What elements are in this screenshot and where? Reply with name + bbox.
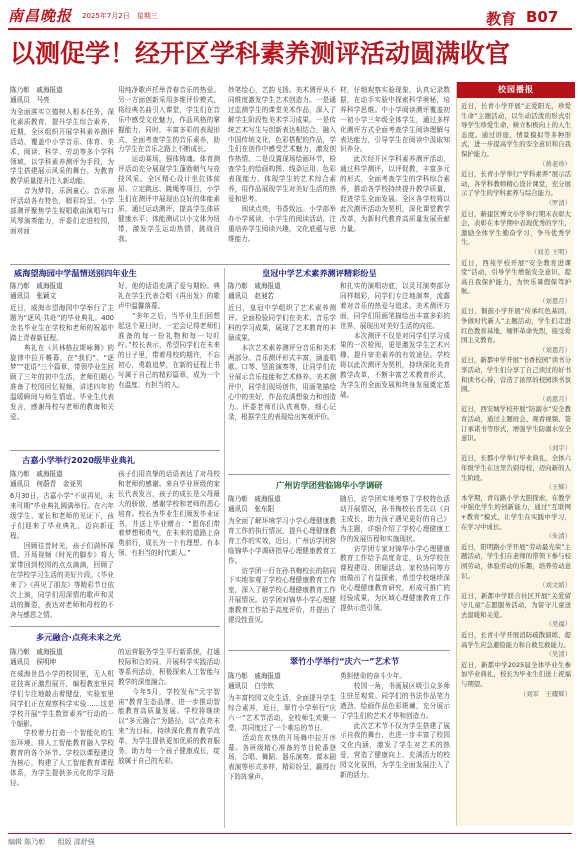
- sidebar-news-text: 近日，新都中学2025届全体毕业生参加毕业典礼，校长为毕业生们送上祝福与期望。: [461, 660, 571, 689]
- sidebar-news-source: （吴福）: [545, 620, 571, 629]
- newspaper-logo: 南昌晚报: [8, 7, 73, 25]
- sidebar-news-source: （刘军 王耀辉）: [519, 689, 571, 698]
- campus-news-sidebar: [456, 82, 574, 826]
- duoyuan-col-1: [10, 648, 114, 828]
- duoyuan-byline: [10, 648, 114, 667]
- page-masthead: [0, 0, 580, 28]
- byline-line: 陈乃彰 戚海报道: [10, 648, 63, 656]
- byline-line: 陈乃彰 戚海报道: [10, 282, 63, 290]
- sidebar-news-text: 近日，长青小学举行“学科素养”展示活动，各学科教师精心设计课堂，充分展示了学生的学科素养与综合能力。: [461, 170, 571, 198]
- gujia-col-2: [118, 470, 220, 622]
- sidebar-news-item: [461, 494, 571, 542]
- main-article-col-1: [10, 86, 114, 261]
- article-text: 在威海世昌小学的校园里，无人机竞技赛正激烈展开，编程教室里同学们专注地敲击着键盘，实验室里同学们正在观察科学实验……这是学校开展“学生数智素养”行动的一个缩影。 学校着力打造一个智能化的生态环境，将人工智能教育融入学校教育的各个环节。学校以课程建设为核心，构建了人工智能教育课程体系，为学生提供多元化的学习路径。: [10, 670, 114, 787]
- weihai-byline: [10, 282, 114, 301]
- sidebar-news-text: 近日，新都中学联合社区开展“关爱留守儿童”志愿服务活动，为留守儿童送去温暖和关爱。: [461, 591, 571, 619]
- byline-line: 通讯员 侯明坤: [10, 657, 57, 666]
- article-title-gujia: 古嘉小学举行2020级毕业典礼: [22, 455, 135, 465]
- main-article-col-3: [228, 86, 336, 261]
- editor-credit: 编辑 陈乃彰: [8, 838, 46, 846]
- sidebar-news-source: （朱清）: [545, 532, 571, 541]
- sidebar-news-source: （刘美 王明）: [530, 247, 571, 256]
- byline-line: 陈乃彰 戚海报道: [228, 282, 281, 290]
- main-article-col-2: [118, 86, 220, 261]
- sidebar-news-item: [461, 259, 571, 307]
- gujia-byline: [10, 470, 114, 489]
- footer-rule: [8, 833, 572, 834]
- art-festival-col-1: [228, 672, 336, 828]
- sidebar-news-text: 近日，新建区博文小学举行期末表彰大会，表彰在本学期中表现优秀的学生，激励全体学生勤奋学习，争当优秀学生。: [461, 209, 571, 247]
- art-festival-col-2: [340, 672, 450, 828]
- article-title-weihai: 威海望海园中学温情送别四年业生: [14, 268, 137, 278]
- article-text: 妙笔绘心，艺韵飞扬。美术测评从不同维度激发学生艺术创造力。一是通过监测学生的课堂美术作品，深入了解学生阶段性美术学习成果。一是传统艺术写生与创新表达相结合，融入中国传统文化，色彩搭配的作品，学生们在创作中感受艺术魅力，激发创作热情。二是设置现场绘画环节，检查学生的绘画构图、线条运用、色彩表现能力，体现学生的艺术综合素养，用作品展现学生对美好生活的热爱和思考。 阅读点亮，书香致远。小学部举办小学阅读，小学生的阅读活动，注重培养学生阅读兴趣，文化底蕴与思维能力。: [228, 86, 336, 243]
- article-text: 随后，访学团实地考察了学校特色活动开展情况，孙书梅校长首先以《自主成长，助力孩子遇见更好的自己》为主题，详细介绍了学校心理健康工作的发展历程和实施现状。 访学团专家对锦华小学心理健康教育工作给予高度肯定，认为学校在课程建设、团辅活动、家校协同等方面做出了有益探索，希望学校继续深化心理健康教育研究，形成可推广的经验成果，为区域心理健康教育工作提供示范引领。: [340, 495, 450, 612]
- guangzhou-col-1: [228, 495, 336, 645]
- sidebar-news-source: （吴清）: [545, 650, 571, 659]
- byline-line: 通讯员 白宗钦: [228, 681, 275, 690]
- article-text: 为全面落实立德树人根本任务，深化素质教育，提升学生综合素养，近期，全区组织开展学科素养测评活动，覆盖中小学音乐、体育、美术、阅读、科学、劳动等多个学科领域，以学科素养测评为手段，为学生搭建展示风采的舞台。为教育教学质量提升注入新动能。 音为梦符，乐润童心。音乐测评活动各有特色，精彩纷呈。小学部测评聚焦学生视唱歌曲演唱与口风琴演奏能力，评委们走进校园，面对面: [10, 108, 114, 235]
- sidebar-news-item: [461, 543, 571, 591]
- sidebar-items: [461, 102, 571, 822]
- byline-line: 陈乃彰 戚海报道: [228, 495, 281, 503]
- article-text: 近日，皇冠中学组织了艺术素养测评。全面检验同学们在美术、音乐学科的学习成果，展现了艺术教育的丰硕成果。 本次艺术素养测评分音乐和美术两部分。音乐测评形式丰富，涵盖唱歌、口琴、竖笛演奏等，让同学们充分展示音乐技能和艺术修养。美术测评中，同学们现场创作，用画笔描绘心中的美好，作品充满想象力和创造力。评委老师们认真观察，细心记录，根据学生的表现给出客观评价。: [228, 304, 336, 421]
- sidebar-news-source: （刘恩月）: [539, 296, 571, 305]
- page-footer: [8, 837, 105, 847]
- sidebar-news-item: [461, 661, 571, 699]
- art-festival-byline: [228, 672, 336, 691]
- article-text: 用纯净歌声托举青春音乐的热爱。另一方面创新采用多维评价模式，将经典名曲引入课堂，学生们在音乐中感受文化魅力，作品风格的掌握能力，同时，丰富多彩的表现形式，全面考查学生的音乐素养，助力学生在音乐之路上不断成长。 运动赛场，强体铸魂。体育测评活动充分展现学生蓬勃朝气与竞技风采。全区精心设计坐位体前屈、立定跳远、跳绳等项目，小学生们在测评中展现出良好的体能素质，通过运动测评，提高学生体质健康水平；体能测试以小文体为纽带，激发学生运动热情，挑战自我。: [118, 86, 220, 243]
- article-text: 好，他的话语充满了爱与期盼。典礼在学生代表合唱《再出发》的歌声中温馨落幕。 “多年之后，当毕业生们回想起这个夏日时，一定会记得老师们准备的每一份礼物和每一句叮咛。”校长表示，希望同学们在未来的日子里，带着母校的期许，不忘初心，勇敢追梦，在新的征程上书写属于自己的精彩篇章，成为一个有温度、有担当的人。: [118, 282, 220, 390]
- guangzhou-col-2: [340, 495, 450, 645]
- sidebar-news-item: [461, 170, 571, 208]
- column-divider: [224, 268, 225, 828]
- article-text: 的运营服务学生平行新系统，打通校际和合的同，开展科学实践活动等系列活动，积极探索人工智能与教学的深度融合。 今年5月，学校发布“元宇智宙”教育生态品牌，进一步推动智能教育高质量发展。学校将继续以“多元融合”为路径，以“点亮未来”为目标，持续深化教育教学改革，为学生提供更加优质的教育服务，助力每一个孩子健康成长，绽放属于自己的光彩。: [118, 648, 220, 765]
- suzhi-col-1: [228, 282, 336, 470]
- byline-line: 陈乃彰 戚海报道: [228, 672, 281, 680]
- sidebar-news-source: （刘宇）: [545, 443, 571, 452]
- suzhi-col-2: [340, 282, 450, 470]
- byline-line: 通讯员 张颖文: [10, 291, 57, 300]
- article-text: 为全面了解环境学习小学心理健康教育工作的执行情况，提升心理健康教育工作的实效，近日，广州访学团营临锦华小学调研指导心理健康教育工作。 访学团一行在孙书梅校长的陪同下实地参观了学校心理健康教育工作室，深入了解学校心理健康教育工作开展情况。访学团对锦华小学心理健康教育工作给予高度评价，并提出了建设性意见。: [228, 517, 336, 625]
- sidebar-news-text: 近日，新都中学开展“书香校园”读书分享活动，学生们分享了自己读过的好书和读书心得，营造了浓厚的校园读书氛围。: [461, 356, 571, 394]
- sidebar-news-source: （刘恩月）: [539, 394, 571, 403]
- sidebar-news-item: [461, 102, 571, 169]
- designer-credit: 组版 邵舒强: [57, 838, 95, 846]
- sidebar-news-text: 近日，长郡小学举行毕业典礼，全体六年级学生在这里告别母校，迈向新的人生阶段。: [461, 454, 571, 482]
- byline-line: 陈乃彰 戚海报道: [10, 86, 63, 94]
- weihai-col-1: [10, 282, 114, 446]
- sidebar-news-text: 近日，铜鼓小学开展“传承红色基因，争做时代新人”主题活动，学生们走进红色教育基地，缅怀革命先烈，接受爱国主义教育。: [461, 307, 571, 345]
- sidebar-title: 校园播报: [457, 82, 575, 98]
- main-article-col-4: [340, 86, 450, 261]
- article-text: 孩子们用真挚的话语表达了对母校和老师的感谢。来自毕业班级的家长代表发言，孩子的成长是父母最大的骄傲，感谢学校和老师的悉心培育。校长为毕业生们颁发毕业证书，并送上毕业赠言：“愿你们带着梦想和勇气，在未来的道路上奋勇前行，成长为一个有理想、有本领、有担当的时代新人。”: [118, 470, 220, 558]
- sidebar-news-source: （王辉）: [545, 483, 571, 492]
- byline-line: 通讯员 赵昶若: [228, 291, 275, 300]
- main-article-byline: [10, 86, 114, 105]
- sidebar-news-item: [461, 356, 571, 404]
- byline-line: 通讯员 何蔚青 金亚男: [10, 479, 83, 488]
- sidebar-news-source: （刘恩月）: [539, 345, 571, 354]
- byline-line: 通讯员 马亮: [10, 95, 50, 104]
- byline-line: 通讯员 张东阳: [228, 504, 275, 513]
- section-name: 教育: [486, 10, 517, 28]
- divider: [10, 626, 220, 627]
- byline-line: 陈乃彰 戚海报道: [10, 470, 63, 478]
- issue-date: 2025年7月2日 星期三: [82, 12, 158, 20]
- divider: [10, 450, 220, 451]
- article-title-suzhi: 皇冠中学艺术素养测评精彩纷呈: [262, 268, 377, 278]
- sidebar-news-item: [461, 405, 571, 453]
- sidebar-news-source: （蒋老珍）: [539, 159, 571, 168]
- article-text: 和扎实的演唱功底，以灵耳演奏部分同样精彩，同学们专注地演奏，流露着对音乐的热爱与追求。美术测评方面，同学们用画笔描绘出丰富多彩的世界，展现出对美好生活的向往。 本次测评不仅是对同学们学习成果的一次检阅，更是激发学生艺术兴趣、提升审美素养的有效途径。学校将以此次测评为契机，持续深化美育教学改革，不断丰富艺术教育形式，为学生的全面发展和终身发展奠定基础。: [340, 282, 450, 399]
- sidebar-news-text: 近日，长青小学开展“正爱阳光，珍爱生命”主题活动，以生动活泼的形式引导学生珍爱生命，树立积极向上的人生态度。通过讲座、情景模拟等多种形式，进一步提高学生的安全意识和自我保护能力。: [461, 102, 571, 158]
- sidebar-news-item: [461, 307, 571, 355]
- article-text: 材，仔细观察实验现象，认真记录数据，在动手实验中探索科学奥秘，培养科学思维。中小学阅读测评覆盖初一初小学三年级全体学生，通过多样化测评方式全面考查学生阅读理解与表达能力，引导学生在阅读中汲取知识养分。 此次经开区学科素养测评活动，通过科学测评，以评促教，丰富多元的形式，全面考查学生的学科综合素养，推动各学校持续提升教学质量，促进学生全面发展。全区各学校将以此次测评活动为契机，深化课堂教学改革，为新时代教育高质量发展贡献力量。: [340, 86, 450, 233]
- sidebar-news-text: 近日，长青小学开展消防疏散演练，提高学生应急避险能力和自救互救能力。: [461, 631, 571, 649]
- guangzhou-byline: [228, 495, 336, 514]
- sidebar-news-text: 近日，西安城学校开展“防溺水”安全教育活动，通过主题班会、观看视频、签订承诺书等形式，增强学生防溺水安全意识。: [461, 405, 571, 443]
- divider: [228, 474, 450, 475]
- article-text: 近日，威海市望海园中学举行了主题为“逐风·共赴”的毕业典礼。400余名毕业生在学校和老师的祝福中踏上青春新征程。 典礼在《贝林格拉斯咏舞》的旋律中拉开帷幕，在“我们”、“逐梦”“花语”三个篇章，带领毕业生回顾了三年的初中生活，老师们精心准备了校园回忆视频，讲述四年的温暖瞬间与师生情谊。毕业生代表发言，感谢母校与老师的教诲和关爱。: [10, 304, 114, 421]
- masthead-rule: [8, 28, 572, 30]
- article-text: 为丰富校园文化生活，全面提升学生综合素养，近日，翠竹小学举行“庆六一”艺术节活动，全校师生欢聚一堂，共同度过了一个难忘的节日。 活动在欢快的开场舞中拉开序幕。各班级精心准备的节目轮番登场，合唱、舞蹈、器乐演奏、课本剧表演等形式多样，精彩纷呈，赢得台下阵阵掌声。: [228, 694, 336, 782]
- sidebar-news-item: [461, 454, 571, 492]
- sidebar-news-item: [461, 592, 571, 630]
- sidebar-news-source: （罗清）: [545, 198, 571, 207]
- weihai-col-2: [118, 282, 220, 446]
- divider: [10, 264, 450, 265]
- sidebar-news-text: 本学期，青岛路小学大胆探索，在教学中强化学生的创新能力，通过“互联网+教育”模式，让学生在实践中学习，在学习中成长。: [461, 493, 571, 531]
- main-headline: 以测促学！经开区学科素养测评活动圆满收官: [10, 39, 511, 68]
- article-text: 勇担使命的奋斗少年。 校园一角，书画展区吸引众多师生驻足观赏。同学们的书法作品笔力遒劲，绘画作品色彩斑斓，充分展示了学生们的艺术才华和创造力。 此次艺术节不仅为学生搭建了展示自我的舞台，也进一步丰富了校园文化内涵，激发了学生对艺术的热爱，营造了健康向上、充满活力的校园文化氛围，为学生全面发展注入了新的活力。: [340, 672, 450, 780]
- sidebar-news-text: 近日，西苑学校开展“安全教育进课堂”活动，引导学生增强安全意识，提高自我保护能力，为快乐暑假保驾护航。: [461, 258, 571, 296]
- gujia-col-1: [10, 470, 114, 622]
- sidebar-news-item: [461, 631, 571, 660]
- article-title-guangzhou: 广州访学团营临锦华小学调研: [276, 480, 383, 490]
- sidebar-news-source: （刘文娟）: [539, 581, 571, 590]
- article-text: 6月30日，古嘉小学“不说再见，未来可期”毕业典礼圆满举行。在六年级学生、家长和老师的见证下，孩子们迎来了毕业典礼，迈向新征程。 回顾往昔时光，孩子们满怀深情。开场视频《时光的脚步》将大家带回到校园的点点滴滴，回顾了在学校学习生活的美好片段。《毕业来了》《再见了朋友》等精彩节目依次上演，同学们用深情的歌声和灵动的舞姿，表达对老师和母校的不舍与感恩之情。: [10, 492, 114, 619]
- sidebar-news-text: 近日，阳明路小学开展“劳动最光荣”主题活动，学生们在老师的带领下参与校园劳动，体验劳动的乐趣，培养劳动意识。: [461, 542, 571, 580]
- article-title-duoyuan: 多元融合·点亮未来之光: [36, 632, 121, 642]
- duoyuan-col-2: [118, 648, 220, 828]
- suzhi-byline: [228, 282, 336, 301]
- sidebar-news-item: [461, 210, 571, 258]
- divider: [228, 650, 450, 651]
- article-title-art-festival: 翠竹小学举行“庆六一”艺术节: [290, 656, 400, 666]
- page-number: B07: [526, 8, 559, 26]
